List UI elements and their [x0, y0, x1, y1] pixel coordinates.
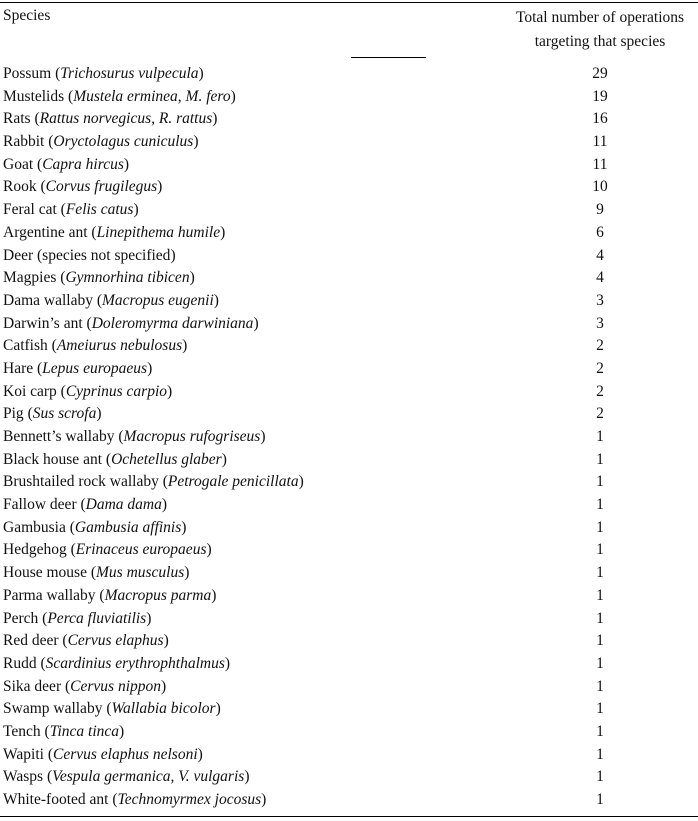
species-cell: Red deer (Cervus elaphus) — [3, 632, 169, 650]
table-row — [0, 676, 698, 699]
species-cell: House mouse (Mus musculus) — [3, 564, 190, 582]
table-row — [0, 698, 698, 721]
species-scientific-name: Gymnorhina tibicen — [65, 269, 190, 287]
operations-count-cell: 1 — [596, 677, 604, 695]
species-scientific-name: Wallabia bicolor — [111, 700, 216, 718]
species-scientific-name: Technomyrmex jocosus — [117, 791, 262, 808]
species-cell: Parma wallaby (Macropus parma) — [3, 586, 217, 604]
species-cell: Wasps (Vespula germanica, V. vulgaris) — [3, 768, 250, 786]
species-cell: Rook (Corvus frugilegus) — [3, 178, 163, 196]
species-scientific-name: Capra hircus — [42, 155, 124, 173]
table-row — [0, 426, 698, 449]
operations-count-cell: 1 — [596, 541, 604, 559]
operations-count-cell: 1 — [596, 632, 604, 650]
species-cell: Catfish (Ameiurus nebulosus) — [3, 337, 188, 355]
species-scientific-name: Felis catus — [65, 201, 134, 219]
operations-count-cell: 2 — [596, 382, 604, 400]
species-scientific-name: Cervus elaphus nelsoni — [52, 745, 198, 763]
species-common-name: Swamp wallaby — [3, 700, 103, 718]
species-cell: Goat (Capra hircus) — [3, 155, 130, 173]
species-common-name: Gambusia — [3, 518, 66, 536]
species-common-name: Sika deer — [3, 677, 62, 695]
operations-count-cell: 1 — [596, 700, 604, 718]
species-common-name: Goat — [3, 155, 34, 173]
species-scientific-name: Doleromyrma darwiniana — [91, 314, 254, 332]
operations-count-cell: 1 — [596, 428, 604, 445]
species-cell: Pig (Sus scrofa) — [3, 405, 102, 423]
operations-count-cell: 4 — [596, 246, 604, 264]
species-scientific-name: Cervus elaphus — [67, 632, 164, 650]
species-cell: Wapiti (Cervus elaphus nelsoni) — [3, 745, 203, 763]
table-row — [0, 222, 698, 245]
table-row — [0, 517, 698, 540]
column-header-count-line1: Total number of operations — [515, 9, 685, 26]
header-rule — [351, 57, 426, 58]
operations-count-cell: 4 — [596, 269, 604, 287]
operations-count-cell: 1 — [596, 768, 604, 786]
species-scientific-name: Sus scrofa — [32, 405, 97, 423]
species-common-name: Darwin’s ant — [3, 314, 83, 332]
species-cell: Hedgehog (Erinaceus europaeus) — [3, 541, 212, 559]
operations-count-cell: 9 — [596, 201, 604, 219]
species-cell: Fallow deer (Dama dama) — [3, 496, 168, 514]
table-row — [0, 290, 698, 313]
species-cell: Black house ant (Ochetellus glaber) — [3, 450, 227, 468]
species-common-name: Hedgehog — [3, 541, 67, 559]
table-row — [0, 608, 698, 631]
operations-count-cell: 29 — [592, 65, 608, 82]
operations-count-cell: 1 — [596, 609, 604, 627]
table-row — [0, 131, 698, 154]
species-cell: Bennett’s wallaby (Macropus rufogriseus) — [3, 428, 266, 445]
species-cell: Perch (Perca fluviatilis) — [3, 609, 152, 627]
species-scientific-name: Ameiurus nebulosus — [56, 337, 183, 355]
species-common-name: Black house ant — [3, 450, 103, 468]
species-common-name: Mustelids — [3, 87, 65, 105]
species-common-name: Rats — [3, 110, 31, 128]
operations-count-cell: 1 — [596, 473, 604, 491]
species-cell: Dama wallaby (Macropus eugenii) — [3, 291, 219, 309]
species-common-name: Brushtailed rock wallaby — [3, 473, 159, 491]
species-cell: Rudd (Scardinius erythrophthalmus) — [3, 654, 231, 672]
species-cell: Hare (Lepus europaeus) — [3, 359, 153, 377]
operations-count-cell: 6 — [596, 223, 604, 241]
species-scientific-name: Perca fluviatilis — [47, 609, 147, 627]
species-common-name: Rudd — [3, 654, 37, 672]
table-body — [0, 63, 698, 812]
table-row — [0, 653, 698, 676]
species-scientific-name: Macropus eugenii — [102, 291, 214, 309]
species-cell: Argentine ant (Linepithema humile) — [3, 223, 226, 241]
species-cell: Gambusia (Gambusia affinis) — [3, 518, 187, 536]
species-scientific-name: Cervus nippon — [70, 677, 161, 695]
operations-count-cell: 1 — [596, 791, 604, 808]
species-cell: Darwin’s ant (Doleromyrma darwiniana) — [3, 314, 259, 332]
species-common-name: House mouse — [3, 564, 87, 582]
species-scientific-name: Mustela erminea, M. fero — [73, 87, 231, 105]
species-cell: Feral cat (Felis catus) — [3, 201, 139, 219]
species-common-name: Perch — [3, 609, 39, 627]
operations-count-cell: 2 — [596, 337, 604, 355]
operations-count-cell: 2 — [596, 405, 604, 423]
operations-count-cell: 1 — [596, 518, 604, 536]
species-cell: Possum (Trichosurus vulpecula) — [3, 65, 204, 82]
species-common-name: Magpies — [3, 269, 57, 287]
column-header-count-line2: targeting that species — [534, 33, 666, 50]
table-row — [0, 335, 698, 358]
table-row — [0, 108, 698, 131]
operations-count-cell: 1 — [596, 496, 604, 514]
species-cell: Sika deer (Cervus nippon) — [3, 677, 167, 695]
species-scientific-name: Lepus europaeus — [42, 359, 148, 377]
operations-count-cell: 1 — [596, 654, 604, 672]
table-row — [0, 313, 698, 336]
species-scientific-name: Macropus parma — [104, 586, 212, 604]
operations-count-cell: 1 — [596, 450, 604, 468]
species-common-name: Argentine ant — [3, 223, 88, 241]
table-row — [0, 562, 698, 585]
species-scientific-name: Dama dama — [85, 496, 162, 514]
operations-count-cell: 11 — [592, 133, 608, 151]
table-top-rule — [0, 2, 698, 3]
table-row — [0, 539, 698, 562]
species-common-name: Fallow deer — [3, 496, 77, 514]
table-row — [0, 358, 698, 381]
operations-count-cell: 2 — [596, 359, 604, 377]
operations-count-cell: 19 — [592, 87, 608, 105]
species-scientific-name: Tinca tinca — [49, 722, 120, 740]
table-row — [0, 471, 698, 494]
species-common-name: Tench — [3, 722, 41, 740]
table-row — [0, 63, 698, 86]
table-bottom-rule — [0, 816, 698, 817]
species-scientific-name: Ochetellus glaber — [111, 450, 222, 468]
species-common-name: Deer — [3, 246, 34, 264]
table-row — [0, 721, 698, 744]
operations-count-cell: 1 — [596, 745, 604, 763]
species-scientific-name: Petrogale penicillata — [167, 473, 299, 491]
species-scientific-name: Trichosurus vulpecula — [60, 65, 199, 82]
species-scientific-name: Corvus frugilegus — [45, 178, 158, 196]
species-common-name: Wasps — [3, 768, 44, 786]
table-row — [0, 381, 698, 404]
table-row — [0, 494, 698, 517]
species-cell: Rabbit (Oryctolagus cuniculus) — [3, 133, 199, 151]
table-row — [0, 789, 698, 812]
operations-count-cell: 3 — [596, 291, 604, 309]
table-row — [0, 176, 698, 199]
table-row — [0, 449, 698, 472]
species-common-name: Feral cat — [3, 201, 57, 219]
species-common-name: Catfish — [3, 337, 48, 355]
table-row — [0, 585, 698, 608]
species-common-name: Rook — [3, 178, 37, 196]
table-row — [0, 267, 698, 290]
species-common-name: Dama wallaby — [3, 291, 93, 309]
column-header-count — [460, 6, 698, 54]
operations-count-cell: 1 — [596, 586, 604, 604]
species-cell: Koi carp (Cyprinus carpio) — [3, 382, 173, 400]
operations-count-cell: 1 — [596, 564, 604, 582]
species-common-name: Red deer — [3, 632, 59, 650]
table-row — [0, 86, 698, 109]
species-scientific-name: Macropus rufogriseus — [123, 428, 261, 445]
species-cell: Mustelids (Mustela erminea, M. fero) — [3, 87, 236, 105]
species-common-name: Wapiti — [3, 745, 44, 763]
species-note: species not specified — [42, 246, 171, 264]
species-common-name: Rabbit — [3, 133, 45, 151]
species-common-name: Parma wallaby — [3, 586, 96, 604]
table-row — [0, 154, 698, 177]
species-cell: Brushtailed rock wallaby (Petrogale penicillata) — [3, 473, 304, 491]
species-cell: White-footed ant (Technomyrmex jocosus) — [3, 791, 267, 808]
species-common-name: Hare — [3, 359, 34, 377]
species-common-name: Pig — [3, 405, 24, 423]
species-common-name: Possum — [3, 65, 52, 82]
species-common-name: Bennett’s wallaby — [3, 428, 115, 445]
table-row — [0, 199, 698, 222]
table-row — [0, 766, 698, 789]
operations-count-cell: 1 — [596, 722, 604, 740]
table-row — [0, 245, 698, 268]
operations-count-cell: 3 — [596, 314, 604, 332]
species-cell: Swamp wallaby (Wallabia bicolor) — [3, 700, 221, 718]
species-scientific-name: Erinaceus europaeus — [75, 541, 207, 559]
species-scientific-name: Linepithema humile — [96, 223, 221, 241]
column-header-species: Species — [3, 7, 51, 24]
operations-count-cell: 10 — [592, 178, 608, 196]
species-scientific-name: Rattus norvegicus, R. rattus — [39, 110, 213, 128]
species-cell: Rats (Rattus norvegicus, R. rattus) — [3, 110, 218, 128]
species-scientific-name: Gambusia affinis — [74, 518, 182, 536]
table-row — [0, 630, 698, 653]
operations-count-cell: 11 — [592, 155, 608, 173]
operations-count-cell: 16 — [592, 110, 608, 128]
species-scientific-name: Mus musculus — [96, 564, 185, 582]
species-scientific-name: Scardinius erythrophthalmus — [45, 654, 225, 672]
species-scientific-name: Cyprinus carpio — [65, 382, 168, 400]
species-cell: Magpies (Gymnorhina tibicen) — [3, 269, 195, 287]
table-row — [0, 744, 698, 767]
table-row — [0, 403, 698, 426]
species-scientific-name: Vespula germanica, V. vulgaris — [52, 768, 245, 786]
species-cell: Tench (Tinca tinca) — [3, 722, 125, 740]
species-cell: Deer (species not specified) — [3, 246, 176, 264]
species-scientific-name: Oryctolagus cuniculus — [53, 133, 194, 151]
species-common-name: White-footed ant — [3, 791, 109, 808]
species-common-name: Koi carp — [3, 382, 57, 400]
